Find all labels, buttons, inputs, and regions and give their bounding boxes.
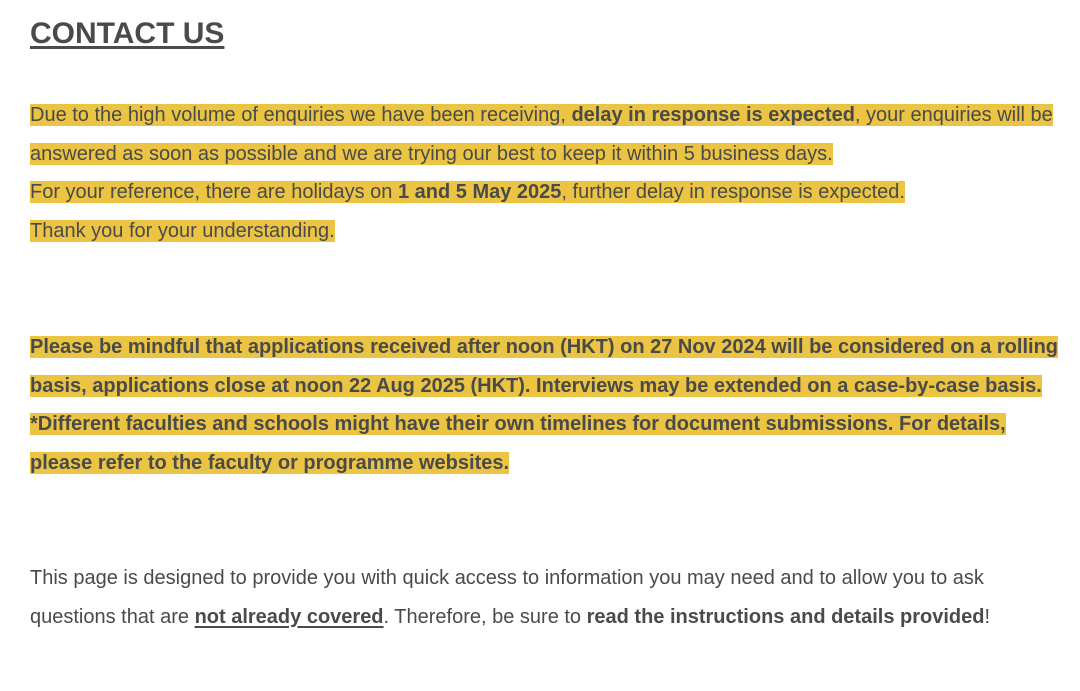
notice-text-2: , your enquiries will be answered as soon as possible and we are trying our best to keep it within 5 business days. bbox=[30, 104, 1053, 165]
notice-thanks: Thank you for your understanding. bbox=[30, 219, 335, 242]
intro-text-2: . Therefore, be sure to bbox=[383, 605, 587, 628]
page-title: CONTACT US bbox=[30, 17, 225, 50]
notice-ref-text-1: For your reference, there are holidays on bbox=[30, 181, 398, 203]
response-delay-notice bbox=[30, 96, 1060, 250]
notice-bold-delay: delay in response is expected bbox=[571, 104, 855, 126]
notice-text-1: Due to the high volume of enquiries we have been receiving, bbox=[30, 104, 572, 126]
page-intro bbox=[30, 559, 1060, 636]
intro-text-3: ! bbox=[984, 605, 991, 628]
notice-ref-text-2: , further delay in response is expected. bbox=[561, 181, 905, 203]
deadline-text: Please be mindful that applications received after noon (HKT) on 27 Nov 2024 will be considered on a rolling basis, applications close at noon 22 Aug 2025 (HKT). Interviews may be extended on a case-by-case basis. *Different faculties and schools might have their own timelines for document submissions. For details, please refer to the faculty or programme websites. bbox=[30, 336, 1058, 474]
highlight-span bbox=[30, 104, 1053, 242]
intro-text-1: This page is designed to provide you with quick access to information you may need and to allow you to ask questions that are bbox=[30, 567, 984, 628]
notice-ref-bold: 1 and 5 May 2025 bbox=[397, 181, 562, 203]
read-instructions-emphasis: read the instructions and details provided bbox=[586, 605, 985, 628]
not-covered-emphasis: not already covered bbox=[194, 605, 384, 628]
application-deadline-notice bbox=[30, 328, 1060, 482]
